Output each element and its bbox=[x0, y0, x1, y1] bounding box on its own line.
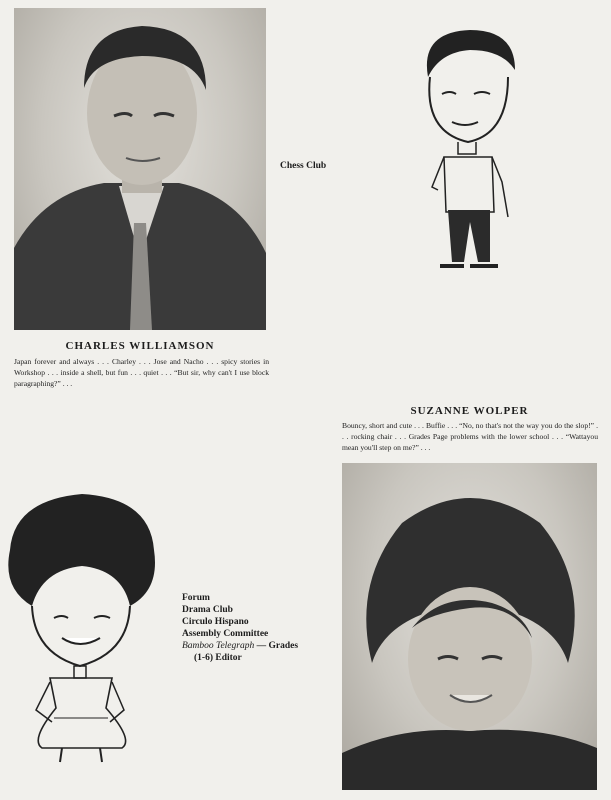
activities-list bbox=[280, 160, 326, 172]
activity-item: Drama Club bbox=[182, 605, 233, 615]
charles-caricature bbox=[410, 22, 530, 277]
activity-item: Chess Club bbox=[280, 161, 327, 171]
editor-role: — Grades bbox=[254, 641, 299, 651]
activity-item: Circulo Hispano bbox=[182, 617, 249, 627]
activity-item: Forum bbox=[182, 593, 210, 603]
activity-item bbox=[182, 640, 298, 652]
charles-portrait-photo bbox=[14, 8, 266, 330]
suzanne-caricature bbox=[2, 478, 162, 768]
activities-list bbox=[182, 592, 298, 664]
student-blurb: Japan forever and always . . . Charley . . . Jose and Nacho . . . spicy stories in Workshop . . . inside a shell, but fun . . . quiet . . . “But sir, why can't I use block paragraphing?” . . . bbox=[14, 357, 269, 388]
student-name: SUZANNE WOLPER bbox=[410, 405, 529, 417]
activity-item: (1-6) Editor bbox=[194, 653, 242, 663]
publication-name: Bamboo Telegraph bbox=[182, 641, 255, 651]
student-name: CHARLES WILLIAMSON bbox=[65, 340, 215, 352]
suzanne-portrait-photo bbox=[342, 463, 597, 790]
activity-item: Assembly Committee bbox=[182, 629, 269, 639]
student-blurb: Bouncy, short and cute . . . Buffie . . . “No, no that's not the way you do the slop!” . . . rocking chair . . . Grades Page problems with the lower school . . . “Wattayou mean you'll step on me?” . . . bbox=[342, 421, 598, 452]
